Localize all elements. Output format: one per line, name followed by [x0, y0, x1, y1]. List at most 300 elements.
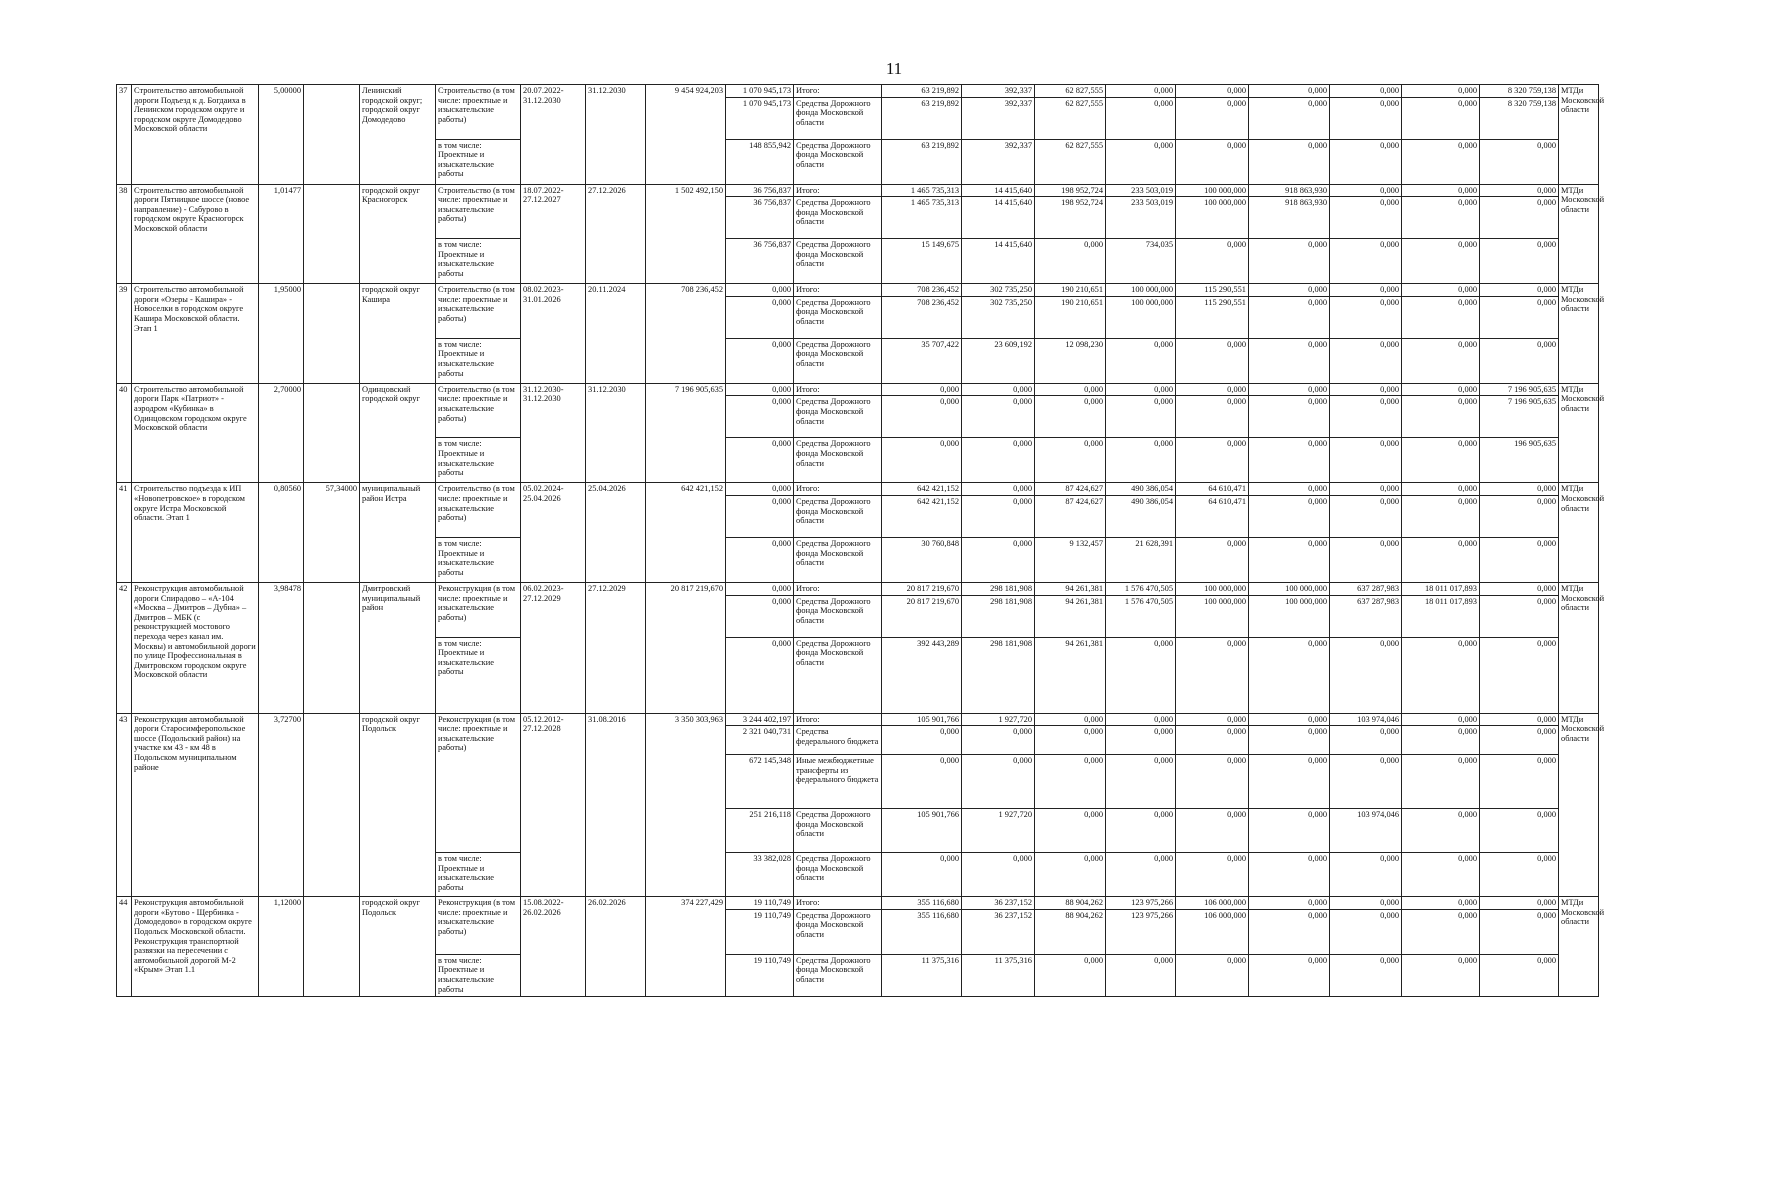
funding-value: 36 237,152	[962, 897, 1035, 910]
funding-value: 0,000	[1402, 954, 1480, 996]
funding-value: 0,000	[1176, 338, 1249, 383]
funding-value: 0,000	[1480, 184, 1559, 197]
funding-value: 0,000	[1106, 954, 1176, 996]
project-number: 37	[117, 85, 132, 185]
funding-value: 20 817 219,670	[882, 582, 962, 595]
project-works-design: в том числе: Проектные и изыскательские работы	[436, 139, 521, 184]
project-period: 08.02.2023-31.01.2026	[521, 284, 586, 384]
project-extra-length	[304, 713, 360, 897]
funding-value: 94 261,381	[1035, 582, 1106, 595]
funding-value: 0,000	[1106, 637, 1176, 713]
funding-source: Средства Дорожного фонда Московской области	[794, 595, 882, 637]
project-owner: МТДи Московской области	[1559, 582, 1599, 713]
funding-value: 0,000	[1249, 726, 1330, 755]
project-date-end: 20.11.2024	[586, 284, 646, 384]
prior-financing: 2 321 040,731	[726, 726, 794, 755]
funding-value: 62 827,555	[1035, 97, 1106, 139]
project-date-end: 31.12.2030	[586, 85, 646, 185]
project-works: Строительство (в том числе: проектные и изыскательские работы)	[436, 483, 521, 538]
funding-value: 14 415,640	[962, 197, 1035, 239]
prior-financing: 0,000	[726, 284, 794, 297]
project-extra-length	[304, 85, 360, 185]
project-owner: МТДи Московской области	[1559, 383, 1599, 483]
funding-value: 36 237,152	[962, 909, 1035, 954]
funding-value: 0,000	[1480, 338, 1559, 383]
project-name: Строительство подъезда к ИП «Новопетровское» в городском округе Истра Московской области. Этап 1	[132, 483, 259, 583]
funding-value: 0,000	[1176, 637, 1249, 713]
funding-value: 0,000	[1402, 239, 1480, 284]
prior-financing: 672 145,348	[726, 755, 794, 809]
funding-value: 233 503,019	[1106, 197, 1176, 239]
funding-value: 0,000	[1330, 483, 1402, 496]
funding-value: 0,000	[1249, 809, 1330, 853]
funding-value: 0,000	[1402, 139, 1480, 184]
project-works: Реконструкция (в том числе: проектные и изыскательские работы)	[436, 582, 521, 637]
funding-value: 490 386,054	[1106, 483, 1176, 496]
funding-value: 302 735,250	[962, 296, 1035, 338]
project-number: 41	[117, 483, 132, 583]
project-owner: МТДи Московской области	[1559, 897, 1599, 997]
funding-value: 392,337	[962, 85, 1035, 98]
funding-value: 0,000	[1176, 239, 1249, 284]
funding-value: 918 863,930	[1249, 184, 1330, 197]
funding-value: 63 219,892	[882, 139, 962, 184]
project-municipality: городской округ Подольск	[360, 713, 436, 897]
funding-value: 0,000	[1330, 184, 1402, 197]
prior-financing: 3 244 402,197	[726, 713, 794, 726]
project-extra-length	[304, 284, 360, 384]
funding-value: 100 000,000	[1176, 595, 1249, 637]
funding-value: 0,000	[1330, 438, 1402, 483]
funding-value: 0,000	[1035, 713, 1106, 726]
project-works-design: в том числе: Проектные и изыскательские работы	[436, 537, 521, 582]
funding-value: 105 901,766	[882, 809, 962, 853]
funding-value: 0,000	[1176, 383, 1249, 396]
funding-value: 0,000	[1106, 726, 1176, 755]
funding-value: 106 000,000	[1176, 909, 1249, 954]
funding-value: 0,000	[1402, 537, 1480, 582]
funding-value: 8 320 759,138	[1480, 85, 1559, 98]
funding-value: 196 905,635	[1480, 438, 1559, 483]
funding-value: 11 375,316	[882, 954, 962, 996]
funding-value: 0,000	[1176, 726, 1249, 755]
funding-value: 21 628,391	[1106, 537, 1176, 582]
funding-value: 1 576 470,505	[1106, 582, 1176, 595]
funding-source: Итого:	[794, 184, 882, 197]
funding-value: 0,000	[1176, 853, 1249, 897]
funding-value: 0,000	[1330, 296, 1402, 338]
project-name: Реконструкция автомобильной дороги Спирадово – «А-104 «Москва – Дмитров – Дубна» – Дмитров – МБК (с реконструкцией мостового перехода через канал им. Москвы) и автомобильной дороги по улице Профессиональная в Дмитровском городском округе Московской области	[132, 582, 259, 713]
funding-value: 0,000	[1402, 383, 1480, 396]
project-period: 05.12.2012-27.12.2028	[521, 713, 586, 897]
prior-financing: 0,000	[726, 296, 794, 338]
funding-value: 0,000	[1249, 239, 1330, 284]
funding-source: Средства Дорожного фонда Московской области	[794, 438, 882, 483]
funding-value: 0,000	[1106, 97, 1176, 139]
funding-value: 0,000	[1249, 97, 1330, 139]
project-extra-length: 57,34000	[304, 483, 360, 583]
project-length: 1,95000	[259, 284, 304, 384]
funding-value: 1 927,720	[962, 713, 1035, 726]
funding-value: 0,000	[1402, 483, 1480, 496]
funding-value: 0,000	[962, 726, 1035, 755]
funding-value: 100 000,000	[1176, 184, 1249, 197]
funding-value: 0,000	[1480, 897, 1559, 910]
prior-financing: 33 382,028	[726, 853, 794, 897]
funding-value: 0,000	[1480, 483, 1559, 496]
table-row	[117, 582, 1599, 595]
funding-source: Средства Дорожного фонда Московской области	[794, 537, 882, 582]
funding-value: 0,000	[882, 726, 962, 755]
funding-value: 0,000	[1249, 495, 1330, 537]
prior-financing: 19 110,749	[726, 897, 794, 910]
project-period: 18.07.2022-27.12.2027	[521, 184, 586, 284]
project-length: 3,72700	[259, 713, 304, 897]
funding-value: 0,000	[1249, 139, 1330, 184]
funding-value: 0,000	[1480, 713, 1559, 726]
project-date-end: 26.02.2026	[586, 897, 646, 997]
funding-value: 0,000	[1480, 909, 1559, 954]
funding-value: 0,000	[1480, 284, 1559, 297]
funding-value: 637 287,983	[1330, 582, 1402, 595]
funding-value: 355 116,680	[882, 909, 962, 954]
funding-value: 190 210,651	[1035, 284, 1106, 297]
funding-source: Средства Дорожного фонда Московской области	[794, 239, 882, 284]
funding-value: 190 210,651	[1035, 296, 1106, 338]
funding-value: 392 443,289	[882, 637, 962, 713]
prior-financing: 0,000	[726, 396, 794, 438]
table-row	[117, 483, 1599, 496]
project-owner: МТДи Московской области	[1559, 284, 1599, 384]
funding-value: 0,000	[1402, 197, 1480, 239]
funding-value: 0,000	[1480, 582, 1559, 595]
project-works-design: в том числе: Проектные и изыскательские работы	[436, 338, 521, 383]
funding-value: 642 421,152	[882, 495, 962, 537]
prior-financing: 0,000	[726, 595, 794, 637]
funding-value: 94 261,381	[1035, 637, 1106, 713]
funding-value: 0,000	[1480, 954, 1559, 996]
funding-value: 0,000	[1402, 396, 1480, 438]
funding-source: Средства федерального бюджета	[794, 726, 882, 755]
funding-value: 11 375,316	[962, 954, 1035, 996]
funding-value: 0,000	[1035, 383, 1106, 396]
project-name: Реконструкция автомобильной дороги Старосимферопольское шоссе (Подольский район) на участке км 43 - км 48 в Подольском муниципальном районе	[132, 713, 259, 897]
funding-value: 0,000	[1249, 637, 1330, 713]
funding-source: Средства Дорожного фонда Московской области	[794, 954, 882, 996]
funding-value: 0,000	[1330, 139, 1402, 184]
funding-value: 0,000	[1106, 85, 1176, 98]
funding-value: 0,000	[1402, 755, 1480, 809]
funding-value: 63 219,892	[882, 97, 962, 139]
funding-value: 9 132,457	[1035, 537, 1106, 582]
project-length: 3,98478	[259, 582, 304, 713]
project-works: Строительство (в том числе: проектные и изыскательские работы)	[436, 383, 521, 438]
funding-value: 14 415,640	[962, 184, 1035, 197]
prior-financing: 19 110,749	[726, 909, 794, 954]
funding-value: 62 827,555	[1035, 85, 1106, 98]
prior-financing: 251 216,118	[726, 809, 794, 853]
funding-value: 18 011 017,893	[1402, 595, 1480, 637]
funding-value: 105 901,766	[882, 713, 962, 726]
funding-value: 0,000	[1249, 438, 1330, 483]
projects-table-body	[117, 85, 1605, 997]
funding-value: 0,000	[1035, 438, 1106, 483]
project-name: Реконструкция автомобильной дороги «Бутово - Щербинка - Домодедово» в городском округе Подольск Московской области. Реконструкция транспортной развязки на пересечении с автомобильной дорогой М-2 «Крым» Этап 1.1	[132, 897, 259, 997]
project-length: 1,12000	[259, 897, 304, 997]
funding-value: 0,000	[1035, 726, 1106, 755]
project-municipality: Дмитровский муниципальный район	[360, 582, 436, 713]
project-cost: 9 454 924,203	[646, 85, 726, 185]
project-name: Строительство автомобильной дороги «Озеры - Каширa» - Новоселки в городском округе Кашира Московской области. Этап 1	[132, 284, 259, 384]
funding-value: 100 000,000	[1176, 197, 1249, 239]
project-number: 38	[117, 184, 132, 284]
funding-value: 88 904,262	[1035, 909, 1106, 954]
funding-value: 0,000	[962, 438, 1035, 483]
funding-source: Средства Дорожного фонда Московской области	[794, 853, 882, 897]
funding-source: Средства Дорожного фонда Московской области	[794, 139, 882, 184]
funding-value: 0,000	[1480, 139, 1559, 184]
project-period: 31.12.2030-31.12.2030	[521, 383, 586, 483]
project-cost: 1 502 492,150	[646, 184, 726, 284]
funding-value: 100 000,000	[1106, 296, 1176, 338]
project-period: 20.07.2022-31.12.2030	[521, 85, 586, 185]
funding-value: 87 424,627	[1035, 495, 1106, 537]
funding-value: 30 760,848	[882, 537, 962, 582]
funding-value: 0,000	[1249, 537, 1330, 582]
project-cost: 7 196 905,635	[646, 383, 726, 483]
funding-value: 198 952,724	[1035, 184, 1106, 197]
funding-value: 0,000	[1402, 296, 1480, 338]
funding-value: 0,000	[1402, 713, 1480, 726]
project-works: Реконструкция (в том числе: проектные и изыскательские работы)	[436, 897, 521, 955]
funding-value: 115 290,551	[1176, 296, 1249, 338]
project-works: Строительство (в том числе: проектные и изыскательские работы)	[436, 184, 521, 239]
funding-value: 708 236,452	[882, 284, 962, 297]
projects-table	[116, 84, 1605, 997]
funding-value: 1 465 735,313	[882, 184, 962, 197]
funding-value: 0,000	[1106, 809, 1176, 853]
project-length: 1,01477	[259, 184, 304, 284]
project-length: 0,80560	[259, 483, 304, 583]
funding-value: 0,000	[962, 537, 1035, 582]
funding-source: Средства Дорожного фонда Московской области	[794, 809, 882, 853]
project-period: 15.08.2022-26.02.2026	[521, 897, 586, 997]
funding-source: Средства Дорожного фонда Московской области	[794, 197, 882, 239]
funding-value: 0,000	[1106, 396, 1176, 438]
table-row	[117, 284, 1599, 297]
funding-source: Средства Дорожного фонда Московской области	[794, 495, 882, 537]
funding-value: 0,000	[1330, 897, 1402, 910]
project-date-end: 27.12.2026	[586, 184, 646, 284]
funding-value: 0,000	[1480, 595, 1559, 637]
funding-value: 0,000	[1176, 139, 1249, 184]
funding-value: 106 000,000	[1176, 897, 1249, 910]
funding-value: 298 181,908	[962, 595, 1035, 637]
funding-value: 0,000	[962, 396, 1035, 438]
project-extra-length	[304, 897, 360, 997]
funding-value: 103 974,046	[1330, 809, 1402, 853]
table-row	[117, 713, 1599, 726]
funding-value: 0,000	[1402, 897, 1480, 910]
funding-source: Итого:	[794, 713, 882, 726]
funding-value: 0,000	[1106, 338, 1176, 383]
funding-value: 0,000	[1402, 853, 1480, 897]
funding-value: 100 000,000	[1249, 582, 1330, 595]
project-extra-length	[304, 582, 360, 713]
funding-value: 0,000	[1330, 284, 1402, 297]
project-name: Строительство автомобильной дороги Парк «Патриот» - аэродром «Кубинка» в Одинцовском городском округе Московской области	[132, 383, 259, 483]
table-row	[117, 897, 1599, 910]
funding-value: 0,000	[1249, 755, 1330, 809]
funding-value: 0,000	[1106, 713, 1176, 726]
funding-source: Итого:	[794, 897, 882, 910]
funding-value: 355 116,680	[882, 897, 962, 910]
funding-value: 298 181,908	[962, 637, 1035, 713]
funding-value: 0,000	[1330, 239, 1402, 284]
project-name: Строительство автомобильной дороги Подъезд к д. Богдаиха в Ленинском городском округе и городском округе Домодедово Московской области	[132, 85, 259, 185]
funding-value: 1 927,720	[962, 809, 1035, 853]
funding-value: 0,000	[1176, 537, 1249, 582]
funding-value: 0,000	[1402, 97, 1480, 139]
funding-value: 15 149,675	[882, 239, 962, 284]
funding-value: 0,000	[1106, 755, 1176, 809]
funding-value: 302 735,250	[962, 284, 1035, 297]
project-owner: МТДи Московской области	[1559, 184, 1599, 284]
project-date-end: 27.12.2029	[586, 582, 646, 713]
funding-value: 0,000	[1176, 809, 1249, 853]
funding-value: 0,000	[1035, 396, 1106, 438]
funding-value: 0,000	[1035, 954, 1106, 996]
funding-value: 63 219,892	[882, 85, 962, 98]
funding-value: 14 415,640	[962, 239, 1035, 284]
project-number: 40	[117, 383, 132, 483]
funding-value: 123 975,266	[1106, 897, 1176, 910]
funding-value: 62 827,555	[1035, 139, 1106, 184]
funding-value: 123 975,266	[1106, 909, 1176, 954]
project-works-design: в том числе: Проектные и изыскательские работы	[436, 239, 521, 284]
funding-value: 0,000	[1330, 726, 1402, 755]
project-works: Строительство (в том числе: проектные и изыскательские работы)	[436, 85, 521, 140]
funding-source: Итого:	[794, 284, 882, 297]
funding-value: 0,000	[1330, 755, 1402, 809]
project-length: 5,00000	[259, 85, 304, 185]
project-extra-length	[304, 184, 360, 284]
funding-value: 0,000	[1480, 637, 1559, 713]
funding-value: 0,000	[1035, 809, 1106, 853]
funding-value: 100 000,000	[1106, 284, 1176, 297]
funding-source: Средства Дорожного фонда Московской области	[794, 396, 882, 438]
funding-value: 0,000	[1249, 483, 1330, 496]
funding-value: 0,000	[1249, 713, 1330, 726]
funding-value: 637 287,983	[1330, 595, 1402, 637]
funding-value: 88 904,262	[1035, 897, 1106, 910]
funding-value: 0,000	[1176, 755, 1249, 809]
prior-financing: 1 070 945,173	[726, 85, 794, 98]
funding-value: 392,337	[962, 97, 1035, 139]
funding-value: 0,000	[1480, 495, 1559, 537]
funding-value: 298 181,908	[962, 582, 1035, 595]
project-number: 44	[117, 897, 132, 997]
project-date-end: 25.04.2026	[586, 483, 646, 583]
prior-financing: 36 756,837	[726, 239, 794, 284]
funding-value: 0,000	[1176, 713, 1249, 726]
funding-value: 392,337	[962, 139, 1035, 184]
prior-financing: 0,000	[726, 438, 794, 483]
funding-value: 0,000	[1330, 85, 1402, 98]
funding-value: 0,000	[1176, 954, 1249, 996]
funding-value: 0,000	[962, 495, 1035, 537]
funding-value: 0,000	[1402, 909, 1480, 954]
funding-value: 0,000	[1330, 495, 1402, 537]
funding-value: 0,000	[1330, 537, 1402, 582]
funding-value: 0,000	[962, 755, 1035, 809]
project-number: 42	[117, 582, 132, 713]
funding-value: 0,000	[1480, 755, 1559, 809]
prior-financing: 0,000	[726, 383, 794, 396]
project-municipality: городской округ Красногорск	[360, 184, 436, 284]
funding-value: 0,000	[1480, 239, 1559, 284]
funding-value: 734,035	[1106, 239, 1176, 284]
funding-value: 0,000	[1249, 383, 1330, 396]
funding-value: 0,000	[1330, 954, 1402, 996]
funding-value: 0,000	[1035, 755, 1106, 809]
funding-value: 0,000	[882, 853, 962, 897]
funding-value: 0,000	[1106, 139, 1176, 184]
funding-source: Средства Дорожного фонда Московской области	[794, 97, 882, 139]
funding-value: 0,000	[1402, 338, 1480, 383]
funding-value: 0,000	[882, 383, 962, 396]
funding-value: 0,000	[1330, 338, 1402, 383]
funding-value: 198 952,724	[1035, 197, 1106, 239]
funding-value: 0,000	[882, 396, 962, 438]
funding-value: 0,000	[1402, 85, 1480, 98]
funding-value: 0,000	[1106, 383, 1176, 396]
project-works-design: в том числе: Проектные и изыскательские работы	[436, 637, 521, 713]
funding-value: 0,000	[1106, 853, 1176, 897]
funding-value: 0,000	[962, 853, 1035, 897]
funding-value: 1 576 470,505	[1106, 595, 1176, 637]
prior-financing: 19 110,749	[726, 954, 794, 996]
funding-value: 35 707,422	[882, 338, 962, 383]
project-cost: 642 421,152	[646, 483, 726, 583]
funding-value: 0,000	[1330, 383, 1402, 396]
project-municipality: Ленинский городской округ; городской округ Домодедово	[360, 85, 436, 185]
funding-source: Средства Дорожного фонда Московской области	[794, 637, 882, 713]
funding-value: 0,000	[1480, 296, 1559, 338]
project-length: 2,70000	[259, 383, 304, 483]
funding-value: 0,000	[1035, 239, 1106, 284]
funding-value: 708 236,452	[882, 296, 962, 338]
project-cost: 20 817 219,670	[646, 582, 726, 713]
project-owner: МТДи Московской области	[1559, 85, 1599, 185]
funding-value: 0,000	[1249, 338, 1330, 383]
page-number: 11	[885, 59, 903, 78]
prior-financing: 36 756,837	[726, 197, 794, 239]
project-cost: 374 227,429	[646, 897, 726, 997]
funding-value: 0,000	[962, 383, 1035, 396]
project-municipality: городской округ Кашира	[360, 284, 436, 384]
funding-value: 87 424,627	[1035, 483, 1106, 496]
funding-value: 23 609,192	[962, 338, 1035, 383]
prior-financing: 0,000	[726, 637, 794, 713]
funding-source: Итого:	[794, 582, 882, 595]
funding-value: 0,000	[1480, 809, 1559, 853]
project-works-design: в том числе: Проектные и изыскательские работы	[436, 954, 521, 996]
funding-value: 0,000	[1402, 438, 1480, 483]
funding-value: 0,000	[1402, 184, 1480, 197]
project-name: Строительство автомобильной дороги Пятницкое шоссе (новое направление) - Сабурово в городском округе Красногорск Московской области	[132, 184, 259, 284]
funding-value: 0,000	[1330, 637, 1402, 713]
